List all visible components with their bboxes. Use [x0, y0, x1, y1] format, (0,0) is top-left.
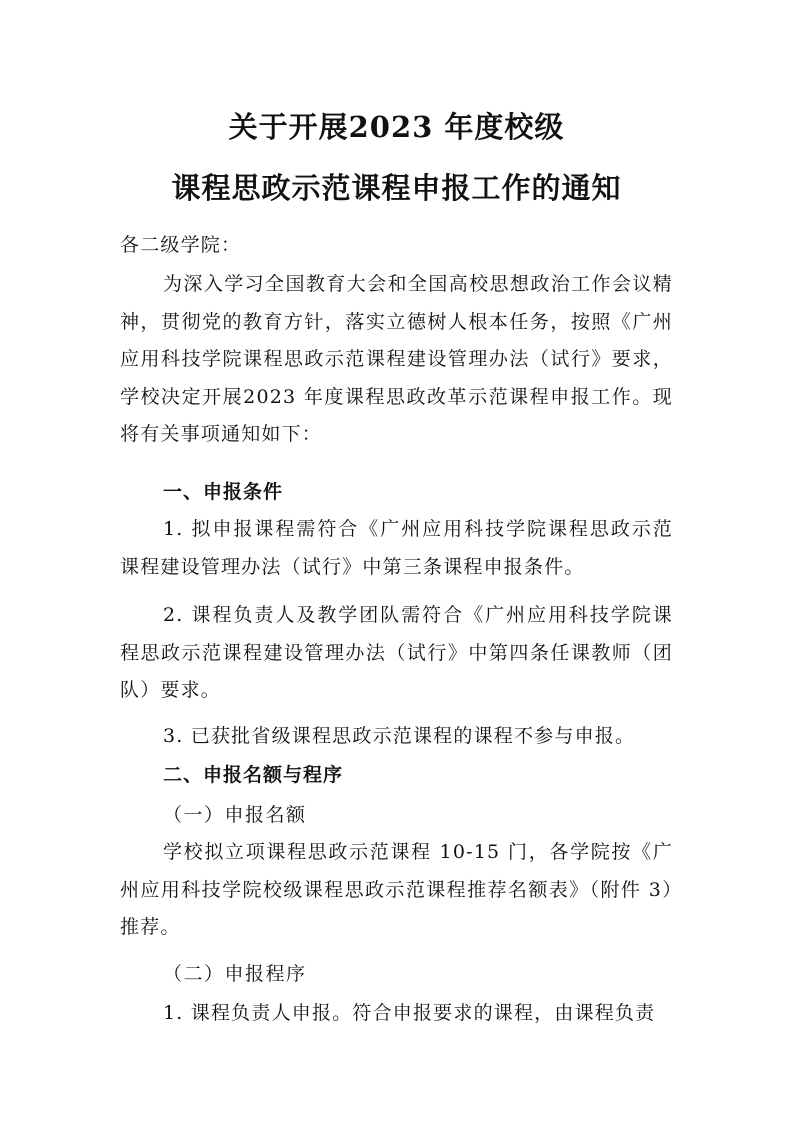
intro-paragraph: 为深入学习全国教育大会和全国高校思想政治工作会议精神，贯彻党的教育方针，落实立德树人根本任务，按照《广州应用科技学院课程思政示范课程建设管理办法（试行》要求，学校决定开展2023 年度课程思政改革示范课程申报工作。现将有关事项通知如下：	[120, 273, 673, 445]
section-heading-quota-procedure: 二、申报名额与程序	[163, 764, 344, 786]
document-title-line-2: 课程思政示范课程申报工作的通知	[171, 171, 622, 205]
subsection-heading-procedure: （二）申报程序	[163, 963, 307, 985]
section-heading-conditions: 一、申报条件	[163, 481, 284, 503]
salutation: 各二级学院：	[120, 234, 242, 256]
condition-item-3: 3. 已获批省级课程思政示范课程的课程不参与申报。	[163, 725, 636, 747]
subsection-heading-quota: （一）申报名额	[163, 804, 307, 826]
document-title-line-1: 关于开展2023 年度校级	[228, 110, 565, 144]
condition-item-2: 2. 课程负责人及教学团队需符合《广州应用科技学院课程思政示范课程建设管理办法（试行》中第四条任课教师（团队）要求。	[120, 604, 673, 701]
quota-paragraph: 学校拟立项课程思政示范课程 10-15 门，各学院按《广州应用科技学院校级课程思政示范课程推荐名额表》（附件 3）推荐。	[120, 841, 673, 938]
condition-item-1: 1. 拟申报课程需符合《广州应用科技学院课程思政示范课程建设管理办法（试行》中第三条课程申报条件。	[120, 518, 673, 578]
procedure-paragraph: 1. 课程负责人申报。符合申报要求的课程，由课程负责	[163, 1002, 656, 1024]
